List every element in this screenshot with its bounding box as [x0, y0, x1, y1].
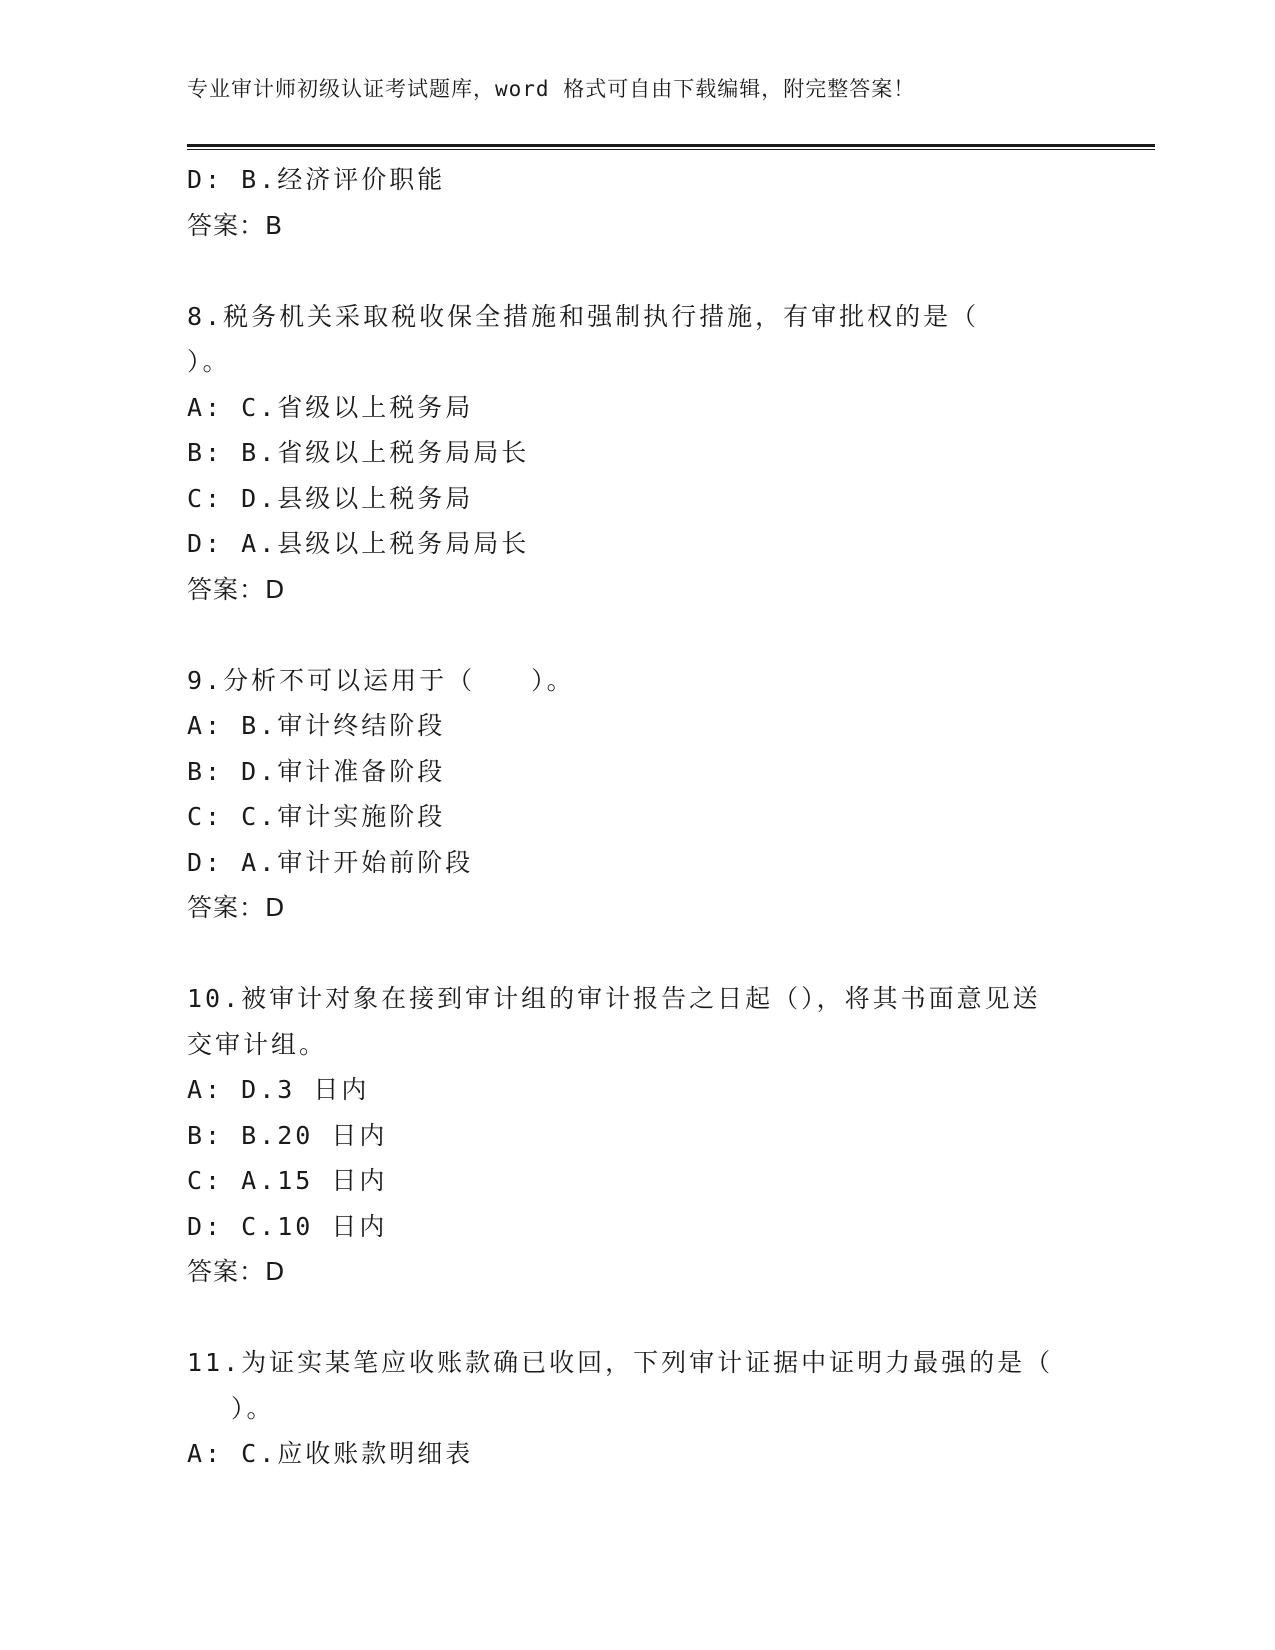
option-c: C: D.县级以上税务局 [187, 483, 474, 513]
question-list [187, 157, 1087, 1477]
question-11 [187, 1340, 1087, 1477]
option-a: A: C.省级以上税务局 [187, 392, 474, 422]
answer-line: 答案：D [187, 574, 286, 604]
question-text: 10.被审计对象在接到审计组的审计报告之日起（），将其书面意见送 [187, 984, 1041, 1013]
option-a: A: C.应收账款明细表 [187, 1439, 474, 1468]
answer-line: 答案：D [187, 1257, 286, 1286]
question-8 [187, 294, 1087, 613]
question-9 [187, 658, 1087, 931]
option-a: A: D.3 日内 [187, 1075, 370, 1104]
page-header: 专业审计师初级认证考试题库，word 格式可自由下载编辑，附完整答案！ [187, 77, 916, 101]
previous-question-tail [187, 157, 1087, 248]
option-d: D: A.审计开始前阶段 [187, 847, 474, 877]
option-b: B: D.审计准备阶段 [187, 756, 446, 786]
option-a: A: B.审计终结阶段 [187, 711, 446, 740]
question-10 [187, 976, 1087, 1295]
answer-line: 答案：D [187, 893, 286, 922]
question-text-continued: ）。 [231, 1393, 275, 1423]
option-b: B: B.省级以上税务局局长 [187, 438, 530, 467]
question-text: 8.税务机关采取税收保全措施和强制执行措施，有审批权的是（ [187, 301, 980, 331]
answer-line: 答案：B [187, 210, 284, 240]
option-c: C: C.审计实施阶段 [187, 802, 446, 831]
question-text-continued: ）。 [187, 347, 231, 376]
option-b: B: B.20 日内 [187, 1120, 388, 1150]
option-line: D: B.经济评价职能 [187, 165, 446, 194]
question-text-continued: 交审计组。 [187, 1029, 328, 1059]
option-c: C: A.15 日内 [187, 1166, 388, 1195]
question-text: 9.分析不可以运用于（ ）。 [187, 665, 575, 695]
question-text: 11.为证实某笔应收账款确已收回，下列审计证据中证明力最强的是（ [187, 1348, 1054, 1377]
header-divider [187, 144, 1155, 150]
option-d: D: C.10 日内 [187, 1211, 388, 1241]
option-d: D: A.县级以上税务局局长 [187, 529, 530, 558]
